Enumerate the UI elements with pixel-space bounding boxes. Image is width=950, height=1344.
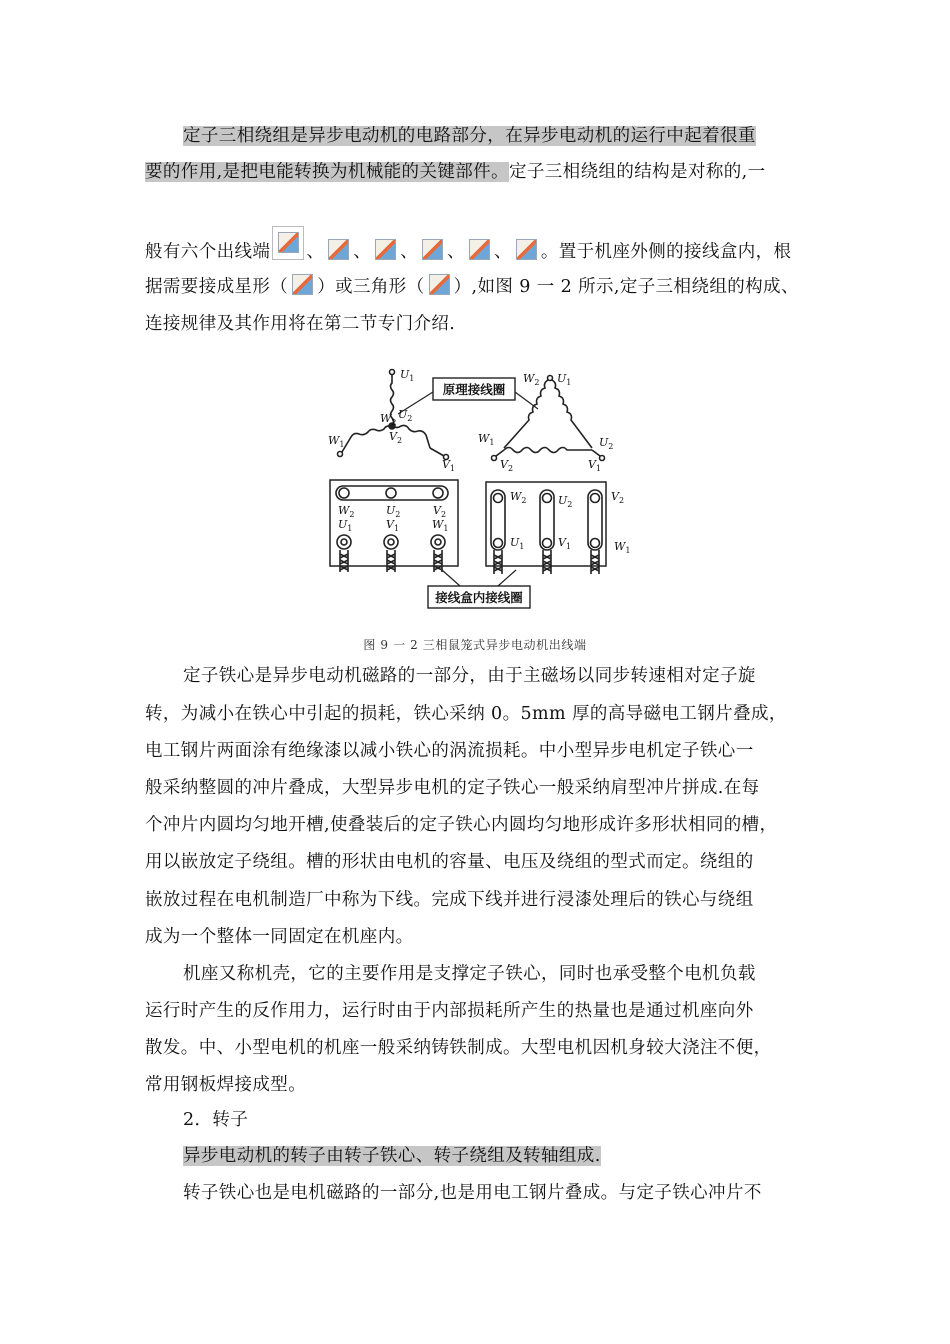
svg-text:V2: $V_2$ bbox=[500, 458, 514, 473]
svg-text:W1: $W_1$ bbox=[478, 432, 495, 447]
para2-line: 电工钢片两面涂有绝缘漆以减小铁心的涡流损耗。中小型异步电机定子铁心一 bbox=[145, 741, 754, 761]
para1-line4: 据需要接成星形（ ）或三角形（ ）,如图 9 一 2 所示,定子三相绕组的构成、 bbox=[145, 274, 799, 299]
para2-line: 定子铁心是异步电动机磁路的一部分，由于主磁场以同步转速相对定子旋 bbox=[183, 666, 756, 686]
svg-text:W1: $W_1$ bbox=[614, 540, 631, 555]
svg-text:W1: $W_1$ bbox=[328, 434, 345, 449]
broken-image-icon bbox=[328, 239, 349, 260]
broken-image-icon bbox=[272, 226, 304, 260]
svg-text:W2: $W_2$ bbox=[338, 504, 355, 519]
para2-line: 用以嵌放定子绕组。槽的形状由电机的容量、电压及绕组的型式而定。绕组的 bbox=[145, 852, 754, 872]
svg-text:U2: $U_2$ bbox=[398, 408, 413, 423]
broken-image-icon bbox=[292, 274, 313, 295]
broken-image-icon bbox=[469, 239, 490, 260]
svg-text:U1: $U_1$ bbox=[338, 518, 353, 533]
svg-text:V2: $V_2$ bbox=[433, 504, 447, 519]
svg-text:W1: $W_1$ bbox=[432, 518, 449, 533]
svg-text:U2: $U_2$ bbox=[558, 494, 573, 509]
delta-terminal-box bbox=[486, 482, 606, 574]
svg-text:V1: $V_1$ bbox=[558, 536, 572, 551]
para3-line: 运行时产生的反作用力，运行时由于内部损耗所产生的热量也是通过机座向外 bbox=[145, 1001, 754, 1021]
svg-text:U1: $U_1$ bbox=[510, 536, 525, 551]
broken-image-icon bbox=[516, 239, 537, 260]
para1-line1: 定子三相绕组是异步电动机的电路部分，在异步电动机的运行中起着很重 bbox=[183, 126, 756, 146]
svg-text:W2: $W_2$ bbox=[380, 412, 397, 427]
svg-text:V1: $V_1$ bbox=[442, 458, 456, 473]
section-heading: 2．转子 bbox=[183, 1110, 249, 1130]
para3-line: 常用钢板焊接成型。 bbox=[145, 1075, 307, 1095]
star-connection-diagram bbox=[338, 370, 449, 460]
para1-line5: 连接规律及其作用将在第二节专门介绍. bbox=[145, 314, 456, 334]
svg-text:V2: $V_2$ bbox=[611, 490, 625, 505]
para2-line: 般采纳整圆的冲片叠成，大型异步电机的定子铁心一般采纳肩型冲片拼成.在每 bbox=[145, 778, 760, 798]
svg-text:V1: $V_1$ bbox=[588, 458, 602, 473]
broken-image-icon bbox=[429, 274, 450, 295]
box-label: 接线盒内接线圈 bbox=[435, 590, 523, 605]
para4-line: 转子铁心也是电机磁路的一部分,也是用电工钢片叠成。与定子铁心冲片不 bbox=[183, 1183, 762, 1203]
para1-line2: 要的作用,是把电能转换为机械能的关键部件。定子三相绕组的结构是对称的,一 bbox=[145, 162, 766, 182]
figure-caption: 图 9 一 2 三相鼠笼式异步电动机出线端 bbox=[363, 638, 587, 652]
para3-line: 散发。中、小型电机的机座一般采纳铸铁制成。大型电机因机身较大浇注不便， bbox=[145, 1038, 772, 1058]
svg-text:V2: $V_2$ bbox=[389, 430, 403, 445]
svg-text:U1: $U_1$ bbox=[557, 372, 572, 387]
svg-text:W2: $W_2$ bbox=[523, 372, 540, 387]
svg-text:U2: $U_2$ bbox=[599, 436, 614, 451]
svg-text:W2: $W_2$ bbox=[510, 490, 527, 505]
para3-line: 机座又称机壳，它的主要作用是支撑定子铁心，同时也承受整个电机负载 bbox=[183, 964, 756, 984]
para2-line: 成为一个整体一同固定在机座内。 bbox=[145, 927, 414, 947]
svg-text:U1: $U_1$ bbox=[400, 368, 415, 383]
wiring-figure bbox=[320, 362, 640, 614]
para2-line: 嵌放过程在电机制造厂中称为下线。完成下线并进行浸漆处理后的铁心与绕组 bbox=[145, 890, 754, 910]
highlighted-line: 异步电动机的转子由转子铁心、转子绕组及转轴组成. bbox=[183, 1146, 601, 1166]
svg-text:U2: $U_2$ bbox=[386, 504, 401, 519]
para2-line: 转，为减小在铁心中引起的损耗，铁心采纳 0。5mm 厚的高导磁电工钢片叠成， bbox=[145, 704, 787, 724]
principle-label: 原理接线圈 bbox=[442, 382, 506, 397]
broken-image-icon bbox=[375, 239, 396, 260]
broken-image-icon bbox=[422, 239, 443, 260]
svg-text:V1: $V_1$ bbox=[386, 518, 400, 533]
para1-line3: 般有六个出线端 、 、 、 、 、 。置于机座外侧的接线盒内，根 bbox=[145, 226, 791, 264]
para2-line: 个冲片内圆均匀地开槽,使叠装后的定子铁心内圆均匀地形成许多形状相同的槽， bbox=[145, 815, 778, 835]
